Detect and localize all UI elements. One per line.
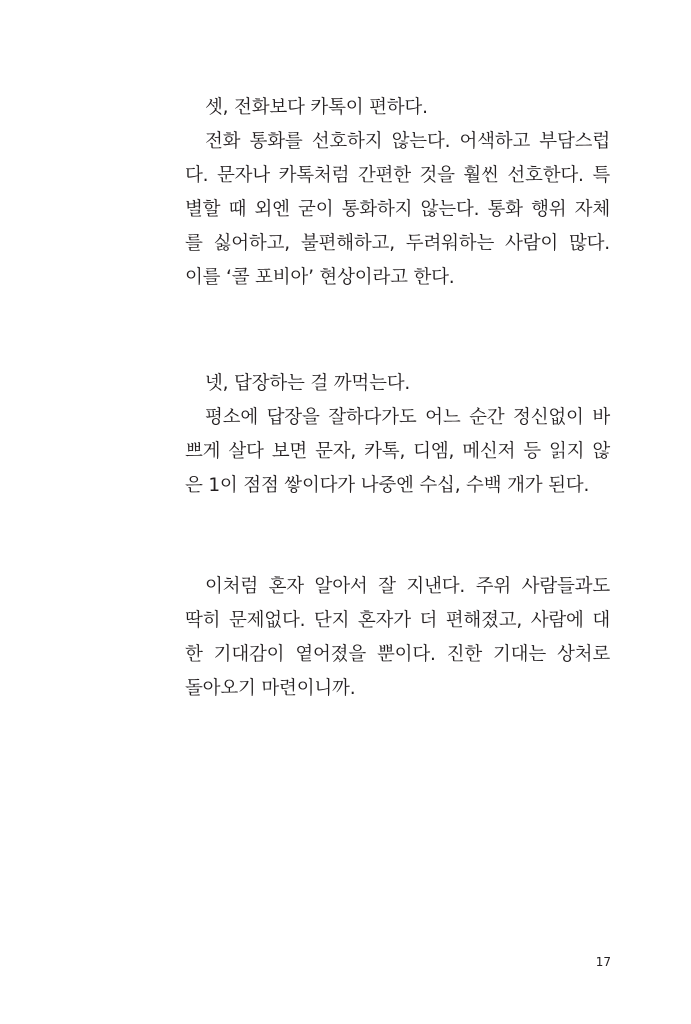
paragraph-line: 평소에 답장을 잘하다가도 어느 순간 정신없이 바	[205, 407, 610, 428]
paragraph-line: 이처럼 혼자 알아서 잘 지낸다. 주위 사람들과도	[205, 576, 610, 597]
paragraph-line: 한 기대감이 옅어졌을 뿐이다. 진한 기대는 상처로	[185, 644, 610, 665]
page-number: 17	[595, 955, 611, 969]
section-call-phobia	[185, 91, 610, 295]
paragraph-line: 돌아오기 마련이니까.	[185, 678, 356, 699]
paragraph-line: 이를 ‘콜 포비아’ 현상이라고 한다.	[185, 267, 455, 288]
section-forget-reply	[185, 367, 610, 503]
paragraph-line: 은 1이 점점 쌓이다가 나중엔 수십, 수백 개가 된다.	[185, 475, 590, 496]
section-heading: 셋, 전화보다 카톡이 편하다.	[205, 97, 428, 118]
section-heading: 넷, 답장하는 걸 까먹는다.	[205, 373, 411, 394]
paragraph-line: 별할 때 외엔 굳이 통화하지 않는다. 통화 행위 자체	[185, 199, 610, 220]
paragraph-line: 전화 통화를 선호하지 않는다. 어색하고 부담스럽	[205, 131, 610, 152]
paragraph-line: 딱히 문제없다. 단지 혼자가 더 편해졌고, 사람에 대	[185, 610, 610, 631]
paragraph-line: 를 싫어하고, 불편해하고, 두려워하는 사람이 많다.	[185, 233, 610, 254]
section-conclusion	[185, 570, 610, 706]
paragraph-line: 쁘게 살다 보면 문자, 카톡, 디엠, 메신저 등 읽지 않	[185, 441, 610, 462]
paragraph-line: 다. 문자나 카톡처럼 간편한 것을 훨씬 선호한다. 특	[185, 165, 610, 186]
